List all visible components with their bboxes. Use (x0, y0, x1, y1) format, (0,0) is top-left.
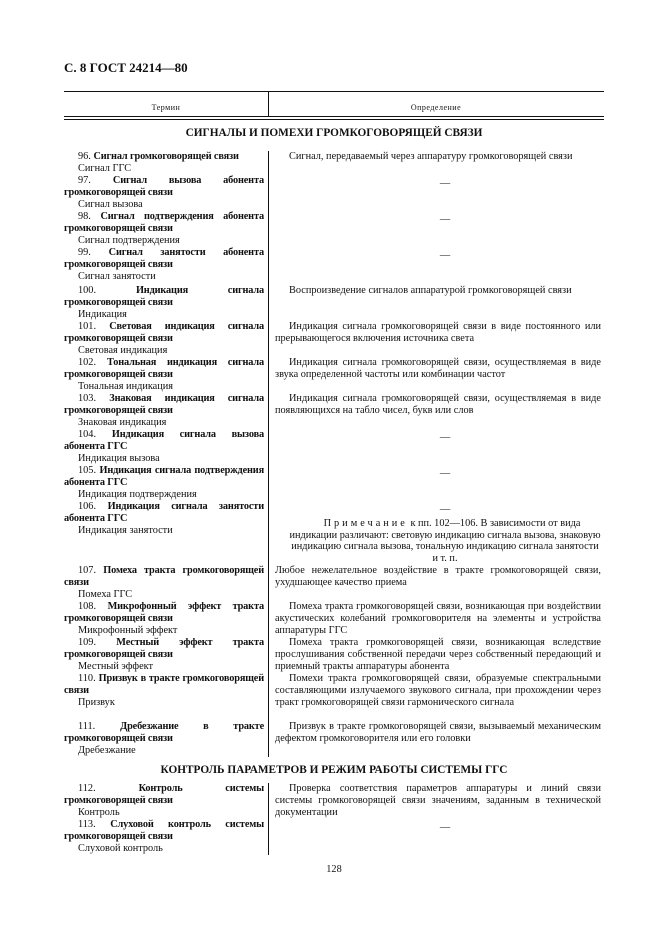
table-row (64, 565, 604, 601)
term-entry (64, 637, 268, 673)
definition (268, 637, 601, 673)
term-name: Индикация сигнала вызова абонента ГГС (64, 428, 264, 452)
term-short-form: Тональная индикация (78, 380, 174, 392)
definition (268, 501, 601, 566)
term-number: 113. (78, 819, 96, 831)
term-number: 99. (78, 247, 91, 258)
definition-text: Индикация сигнала громкоговорящей связи, осуществляемая в виде звука определенной частоты или комбинации частот (275, 357, 601, 380)
definition-dash: — (439, 214, 451, 225)
term-name: Тональная индикация сигнала громкоговорящей связи (64, 357, 265, 380)
term-entry (64, 247, 268, 285)
term-name: Сигнал подтверждения абонента громкоговорящей связи (64, 211, 264, 234)
definition (268, 673, 601, 721)
definition-dash: — (439, 503, 451, 515)
table-row (64, 721, 604, 757)
term-entry (64, 175, 268, 211)
table-row (64, 501, 604, 566)
definition (268, 247, 601, 285)
table-row (64, 819, 604, 855)
term-entry (64, 285, 268, 321)
definition-dash: — (439, 822, 451, 834)
note-label: Примечание (323, 517, 408, 529)
table-row (64, 393, 604, 429)
term-short-form: Дребезжание (78, 745, 136, 757)
definition (268, 429, 601, 465)
note (275, 518, 601, 566)
definition (268, 321, 601, 357)
table-row (64, 465, 604, 501)
term-entry (64, 601, 268, 637)
definition (268, 393, 601, 429)
section-heading: СИГНАЛЫ И ПОМЕХИ ГРОМКОГОВОРЯЩЕЙ СВЯЗИ (185, 127, 483, 139)
term-entry (64, 393, 268, 429)
term-name: Помеха тракта громкоговорящей связи (64, 565, 264, 589)
definition (268, 721, 601, 757)
definition-text: Любое нежелательное воздействие в тракте громкоговорящей связи, ухудшающее качество приема (275, 565, 601, 589)
definition (268, 151, 601, 175)
definition-dash: — (439, 178, 451, 189)
term-number: 105. (78, 464, 97, 476)
definition-text: Индикация сигнала громкоговорящей связи, осуществляемая в виде появляющихся на табло чисел, букв или слов (275, 392, 601, 416)
term-entry (64, 151, 268, 175)
term-short-form: Индикация (78, 308, 127, 320)
term-short-form: Сигнал вызова (78, 198, 143, 210)
term-short-form: Сигнал ГГС (78, 162, 132, 174)
term-short-form: Световая индикация (78, 344, 168, 356)
table-row (64, 321, 604, 357)
table-row (64, 783, 604, 819)
definition (268, 211, 601, 247)
section-rows (64, 151, 604, 757)
term-short-form: Местный эффект (78, 661, 154, 673)
term-short-form: Сигнал подтверждения (78, 234, 180, 246)
definition-text: Помеха тракта громкоговорящей связи, возникающая при воздействии акустических колебаний громкоговорителя на элементы и устройства аппаратуры ГГС (275, 601, 601, 637)
term-entry (64, 429, 268, 465)
term-short-form: Знаковая индикация (78, 416, 167, 428)
page-header: С. 8 ГОСТ 24214—80 (64, 60, 188, 75)
term-entry (64, 465, 268, 501)
term-number: 98. (78, 211, 91, 222)
page-number: 128 (326, 864, 342, 876)
term-entry (64, 321, 268, 357)
term-entry (64, 783, 268, 819)
term-name: Сигнал занятости абонента громкоговорящей связи (64, 247, 264, 270)
term-entry (64, 673, 268, 721)
definition (268, 175, 601, 211)
term-name: Индикация сигнала подтверждения абонента ГГС (64, 464, 264, 488)
definition-text: Индикация сигнала громкоговорящей связи в виде постоянного или прерывающегося включения источника света (275, 321, 601, 344)
table-row (64, 357, 604, 393)
table-row (64, 601, 604, 637)
term-number: 106. (78, 500, 97, 512)
definition-dash: — (439, 467, 451, 479)
section-heading: КОНТРОЛЬ ПАРАМЕТРОВ И РЕЖИМ РАБОТЫ СИСТЕМЫ ГГС (160, 764, 508, 777)
term-entry (64, 501, 268, 566)
definition-text: Помеха тракта громкоговорящей связи, возникающая вследствие прослушивания собственной передачи через собственный передающий и приемный тракты аппаратуры абонента (275, 637, 601, 673)
term-number: 107. (78, 565, 97, 577)
table-top-rule (64, 91, 604, 92)
term-short-form: Микрофонный эффект (78, 625, 178, 637)
term-entry (64, 211, 268, 247)
term-name: Сигнал громкоговорящей связи (93, 151, 239, 162)
definition (268, 565, 601, 601)
definition-dash: — (439, 431, 451, 443)
definition-text: Сигнал, передаваемый через аппаратуру громкоговорящей связи (289, 151, 573, 162)
term-number: 110. (78, 673, 96, 685)
term-short-form: Призвук (78, 697, 115, 709)
term-short-form: Помеха ГГС (78, 589, 133, 601)
definition (268, 601, 601, 637)
definition-text: Помехи тракта громкоговорящей связи, образуемые спектральными составляющими излучаемого звукового сигнала, при прохождении через тракт громкоговорящей связи гармонического сигнала (275, 673, 601, 709)
term-number: 103. (78, 392, 97, 404)
definition-text: Воспроизведение сигналов аппаратурой громкоговорящей связи (289, 285, 572, 296)
term-name: Сигнал вызова абонента громкоговорящей связи (64, 175, 265, 198)
term-entry (64, 721, 268, 757)
column-header-definition: Определение (410, 103, 462, 112)
definition-dash: — (439, 250, 451, 261)
definition (268, 465, 601, 501)
definition (268, 783, 601, 819)
table-row (64, 151, 604, 175)
term-name: Призвук в тракте громкоговорящей связи (64, 673, 264, 697)
term-number: 104. (78, 428, 97, 440)
term-number: 97. (78, 175, 91, 186)
term-entry (64, 819, 268, 855)
term-name: Дребезжание в тракте громкоговорящей связи (64, 721, 265, 745)
definition (268, 285, 601, 321)
table-row (64, 673, 604, 721)
term-name: Индикация сигнала громкоговорящей связи (64, 285, 265, 308)
term-short-form: Индикация подтверждения (78, 488, 197, 500)
term-name: Знаковая индикация сигнала громкоговорящей связи (64, 392, 264, 416)
term-short-form: Индикация занятости (78, 524, 173, 536)
term-entry (64, 357, 268, 393)
header-rule-2 (64, 119, 604, 120)
table-row (64, 429, 604, 465)
definition (268, 819, 601, 855)
term-number: 112. (78, 783, 96, 795)
term-number: 111. (78, 721, 96, 733)
table-row (64, 637, 604, 673)
definition-text: Призвук в тракте громкоговорящей связи, вызываемый механическим дефектом громкоговорителя или его головки (275, 721, 601, 745)
term-short-form: Индикация вызова (78, 452, 160, 464)
term-short-form: Контроль (78, 807, 120, 819)
column-header-term: Термин (151, 103, 181, 112)
table-row (64, 285, 604, 321)
term-number: 109. (78, 637, 97, 649)
term-number: 100. (78, 285, 97, 296)
term-number: 102. (78, 357, 97, 368)
section-rows (64, 783, 604, 855)
definition-text: Проверка соответствия параметров аппаратуры и линий связи системы громкоговорящей связи значениям, заданным в технической документации (275, 783, 601, 819)
term-entry (64, 565, 268, 601)
term-name: Индикация сигнала занятости абонента ГГС (64, 500, 264, 524)
table-row (64, 175, 604, 211)
header-divider (268, 91, 269, 117)
term-short-form: Сигнал занятости (78, 270, 156, 282)
definition (268, 357, 601, 393)
term-name: Местный эффект тракта громкоговорящей связи (64, 637, 264, 661)
term-short-form: Слуховой контроль (78, 843, 163, 855)
term-number: 101. (78, 321, 97, 332)
term-number: 96. (78, 151, 91, 162)
term-number: 108. (78, 601, 97, 613)
note-text: к пп. 102—106. В зависимости от вида индикации различают: световую индикацию сигнала вызова, знаковую индикацию сигнала вызова, тональную индикацию сигнала занятости и т. п. (289, 517, 601, 565)
terms-table (64, 126, 604, 876)
table-row (64, 247, 604, 285)
header-rule-1 (64, 116, 604, 117)
term-name: Слуховой контроль системы громкоговорящей связи (64, 819, 265, 843)
term-name: Микрофонный эффект тракта громкоговорящей связи (64, 601, 264, 625)
term-name: Световая индикация сигнала громкоговорящей связи (64, 321, 264, 344)
term-name: Контроль системы громкоговорящей связи (64, 783, 265, 807)
table-row (64, 211, 604, 247)
